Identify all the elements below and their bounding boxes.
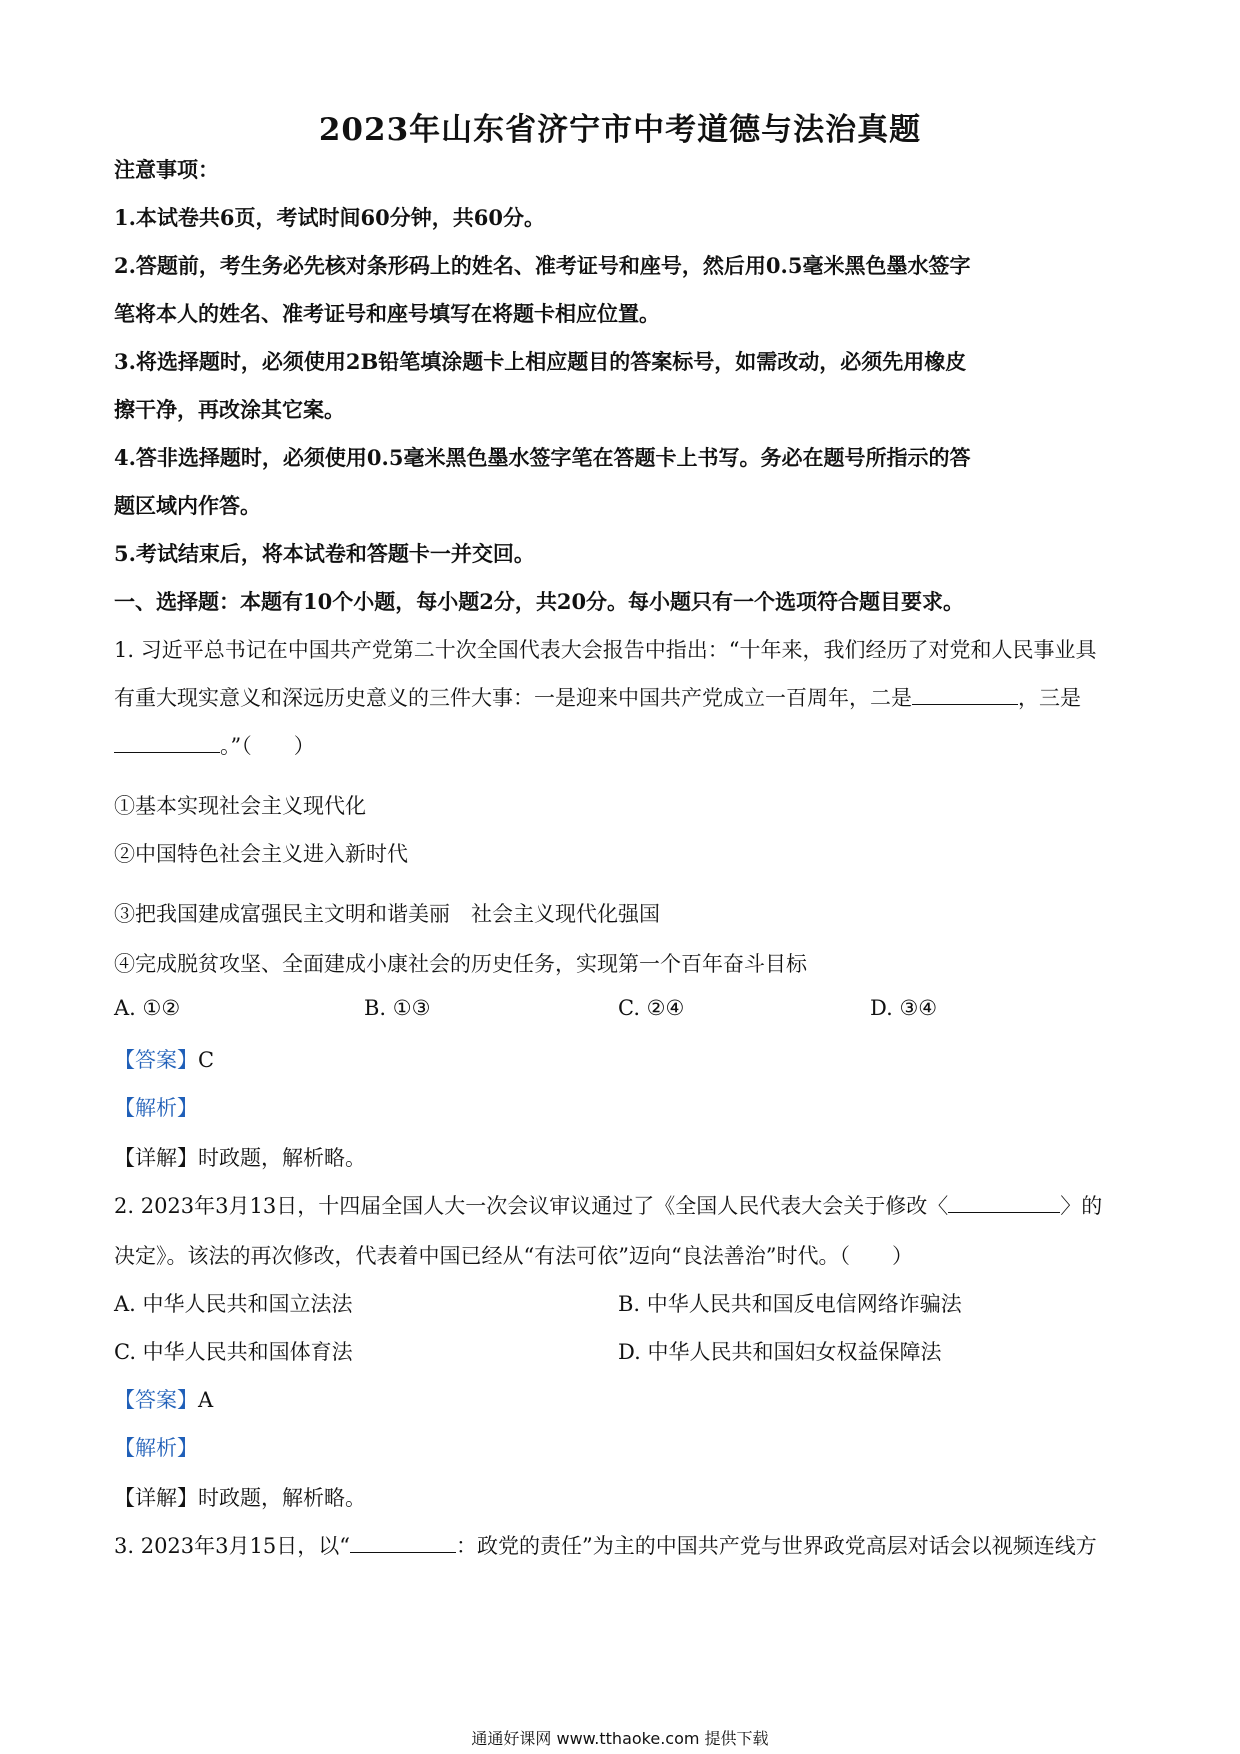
question-text: 。”（ ） xyxy=(220,734,315,758)
question-text: ，三是 xyxy=(1018,686,1081,710)
notice-item: 笔将本人的姓名、准考证号和座号填写在将题卡相应位置。 xyxy=(114,301,660,326)
question-2-stem xyxy=(114,1190,1134,1220)
page-title: 2023年山东省济宁市中考道德与法治真题 xyxy=(318,112,922,148)
question-1-stem-line2 xyxy=(114,682,1134,712)
question-text: ：政党的责任”为主的中国共产党与世界政党高层对话会以视频连线方 xyxy=(455,1534,1097,1558)
question-1-stem: 1. 习近平总书记在中国共产党第二十次全国代表大会报告中指出：“十年来，我们经历了对党和人民事业具 xyxy=(114,638,1097,662)
answer-blank xyxy=(114,734,220,753)
option-d: D. 中华人民共和国妇女权益保障法 xyxy=(618,1340,942,1364)
question-text: 3. 2023年3月15日，以“ xyxy=(114,1534,350,1558)
option-b: B. 中华人民共和国反电信网络诈骗法 xyxy=(618,1292,962,1316)
question-1-item: ③把我国建成富强民主文明和谐美丽 社会主义现代化强国 xyxy=(114,902,660,926)
footer-source: 通通好课网 www.tthaoke.com 提供下载 xyxy=(471,1729,769,1748)
answer-blank xyxy=(948,1194,1060,1213)
detail-line: 【详解】时政题，解析略。 xyxy=(114,1486,366,1510)
question-1-item: ①基本实现社会主义现代化 xyxy=(114,794,366,818)
option-b: B. ①③ xyxy=(364,996,431,1020)
answer-blank xyxy=(350,1534,456,1553)
answer-label: 【答案】 xyxy=(114,1388,198,1412)
answer-value: A xyxy=(198,1388,214,1412)
notice-item: 擦干净，再改涂其它案。 xyxy=(114,397,345,422)
answer-line xyxy=(114,1044,1134,1074)
notice-item: 2.答题前，考生务必先核对条形码上的姓名、准考证号和座号，然后用0.5毫米黑色墨水签字 xyxy=(114,253,971,278)
option-d: D. ③④ xyxy=(870,996,938,1020)
answer-value: C xyxy=(198,1048,215,1072)
question-1-stem-line3 xyxy=(114,730,1134,760)
notice-item: 4.答非选择题时，必须使用0.5毫米黑色墨水签字笔在答题卡上书写。务必在题号所指示的答 xyxy=(114,445,971,470)
section-heading: 一、选择题：本题有10个小题，每小题2分，共20分。每小题只有一个选项符合题目要求。 xyxy=(114,589,965,614)
answer-label: 【答案】 xyxy=(114,1048,198,1072)
notice-item: 3.将选择题时，必须使用2B铅笔填涂题卡上相应题目的答案标号，如需改动，必须先用橡皮 xyxy=(114,349,967,374)
question-text: 〉的 xyxy=(1060,1194,1103,1218)
analysis-label: 【解析】 xyxy=(114,1436,198,1460)
answer-line xyxy=(114,1384,1134,1414)
option-c: C. 中华人民共和国体育法 xyxy=(114,1340,353,1364)
notice-item: 题区域内作答。 xyxy=(114,493,261,518)
detail-line: 【详解】时政题，解析略。 xyxy=(114,1146,366,1170)
notice-heading: 注意事项： xyxy=(114,157,219,182)
option-a: A. 中华人民共和国立法法 xyxy=(114,1292,353,1316)
notice-item: 5.考试结束后，将本试卷和答题卡一并交回。 xyxy=(114,541,535,566)
notice-item: 1.本试卷共6页，考试时间60分钟，共60分。 xyxy=(114,205,545,230)
question-2-stem-line2: 决定》。该法的再次修改，代表着中国已经从“有法可依”迈向“良法善治”时代。（ ） xyxy=(114,1244,913,1268)
option-a: A. ①② xyxy=(114,996,181,1020)
question-text: 2. 2023年3月13日，十四届全国人大一次会议审议通过了《全国人民代表大会关于修改〈 xyxy=(114,1194,949,1218)
analysis-label: 【解析】 xyxy=(114,1096,198,1120)
question-3-stem xyxy=(114,1530,1134,1560)
question-1-item: ④完成脱贫攻坚、全面建成小康社会的历史任务，实现第一个百年奋斗目标 xyxy=(114,952,807,976)
answer-blank xyxy=(912,686,1018,705)
option-c: C. ②④ xyxy=(618,996,685,1020)
question-1-item: ②中国特色社会主义进入新时代 xyxy=(114,842,408,866)
question-text: 有重大现实意义和深远历史意义的三件大事：一是迎来中国共产党成立一百周年，二是 xyxy=(114,686,912,710)
